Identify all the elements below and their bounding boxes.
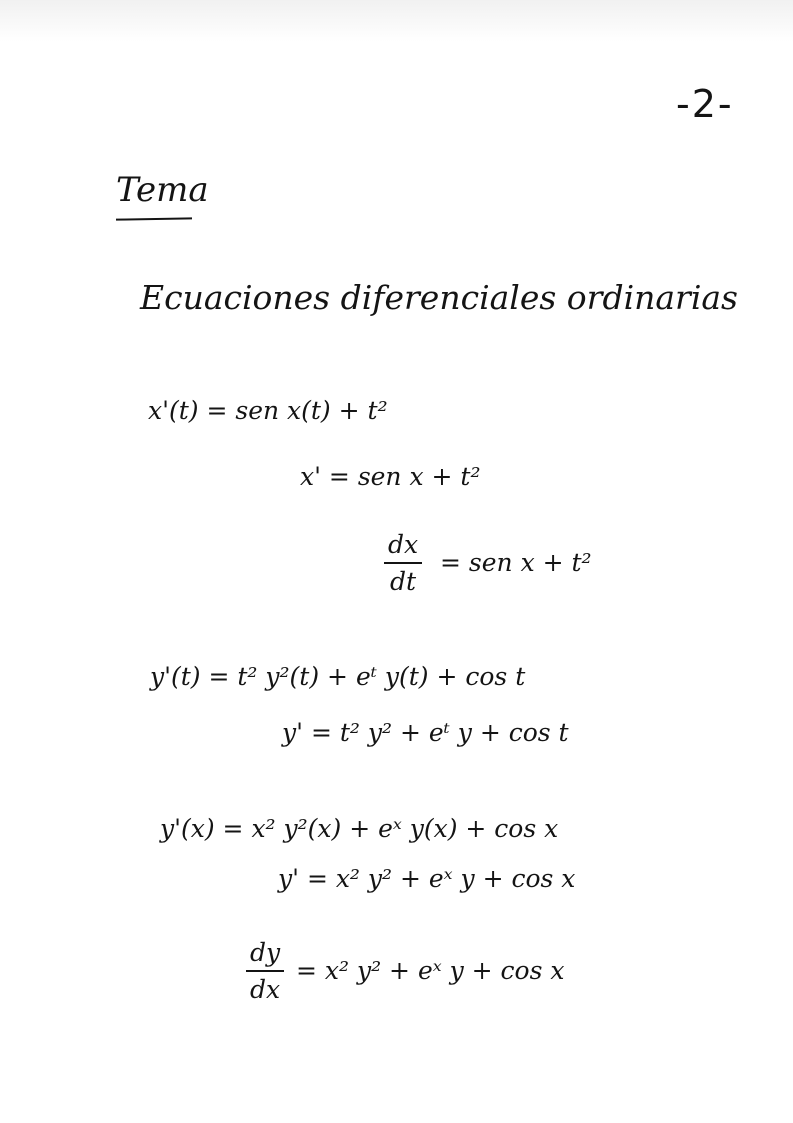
equation-1-short: x' = sen x + t² [300, 462, 481, 491]
scan-shadow [0, 0, 793, 42]
equation-2-full: y'(t) = t² y²(t) + eᵗ y(t) + cos t [150, 662, 526, 691]
equation-3-short: y' = x² y² + eˣ y + cos x [278, 864, 576, 893]
fraction-denominator: dt [390, 567, 417, 596]
fraction-bar [246, 970, 284, 972]
equation-3-full: y'(x) = x² y²(x) + eˣ y(x) + cos x [160, 814, 559, 843]
topic-heading: Tema [116, 170, 209, 210]
fraction-numerator: dy [250, 938, 281, 967]
fraction-bar [384, 562, 422, 564]
fraction-numerator: dx [388, 530, 419, 559]
equation-1-fraction [384, 530, 422, 596]
page-number: -2- [676, 82, 734, 126]
equation-3-leibniz-rhs: = x² y² + eˣ y + cos x [296, 956, 565, 985]
subject-title: Ecuaciones diferenciales ordinarias [140, 278, 738, 317]
fraction-denominator: dx [250, 975, 281, 1004]
topic-heading-underline [116, 217, 192, 220]
equation-3-fraction [246, 938, 284, 1004]
equation-1-full: x'(t) = sen x(t) + t² [148, 396, 388, 425]
equation-2-short: y' = t² y² + eᵗ y + cos t [282, 718, 569, 747]
equation-1-leibniz-rhs: = sen x + t² [440, 548, 592, 577]
